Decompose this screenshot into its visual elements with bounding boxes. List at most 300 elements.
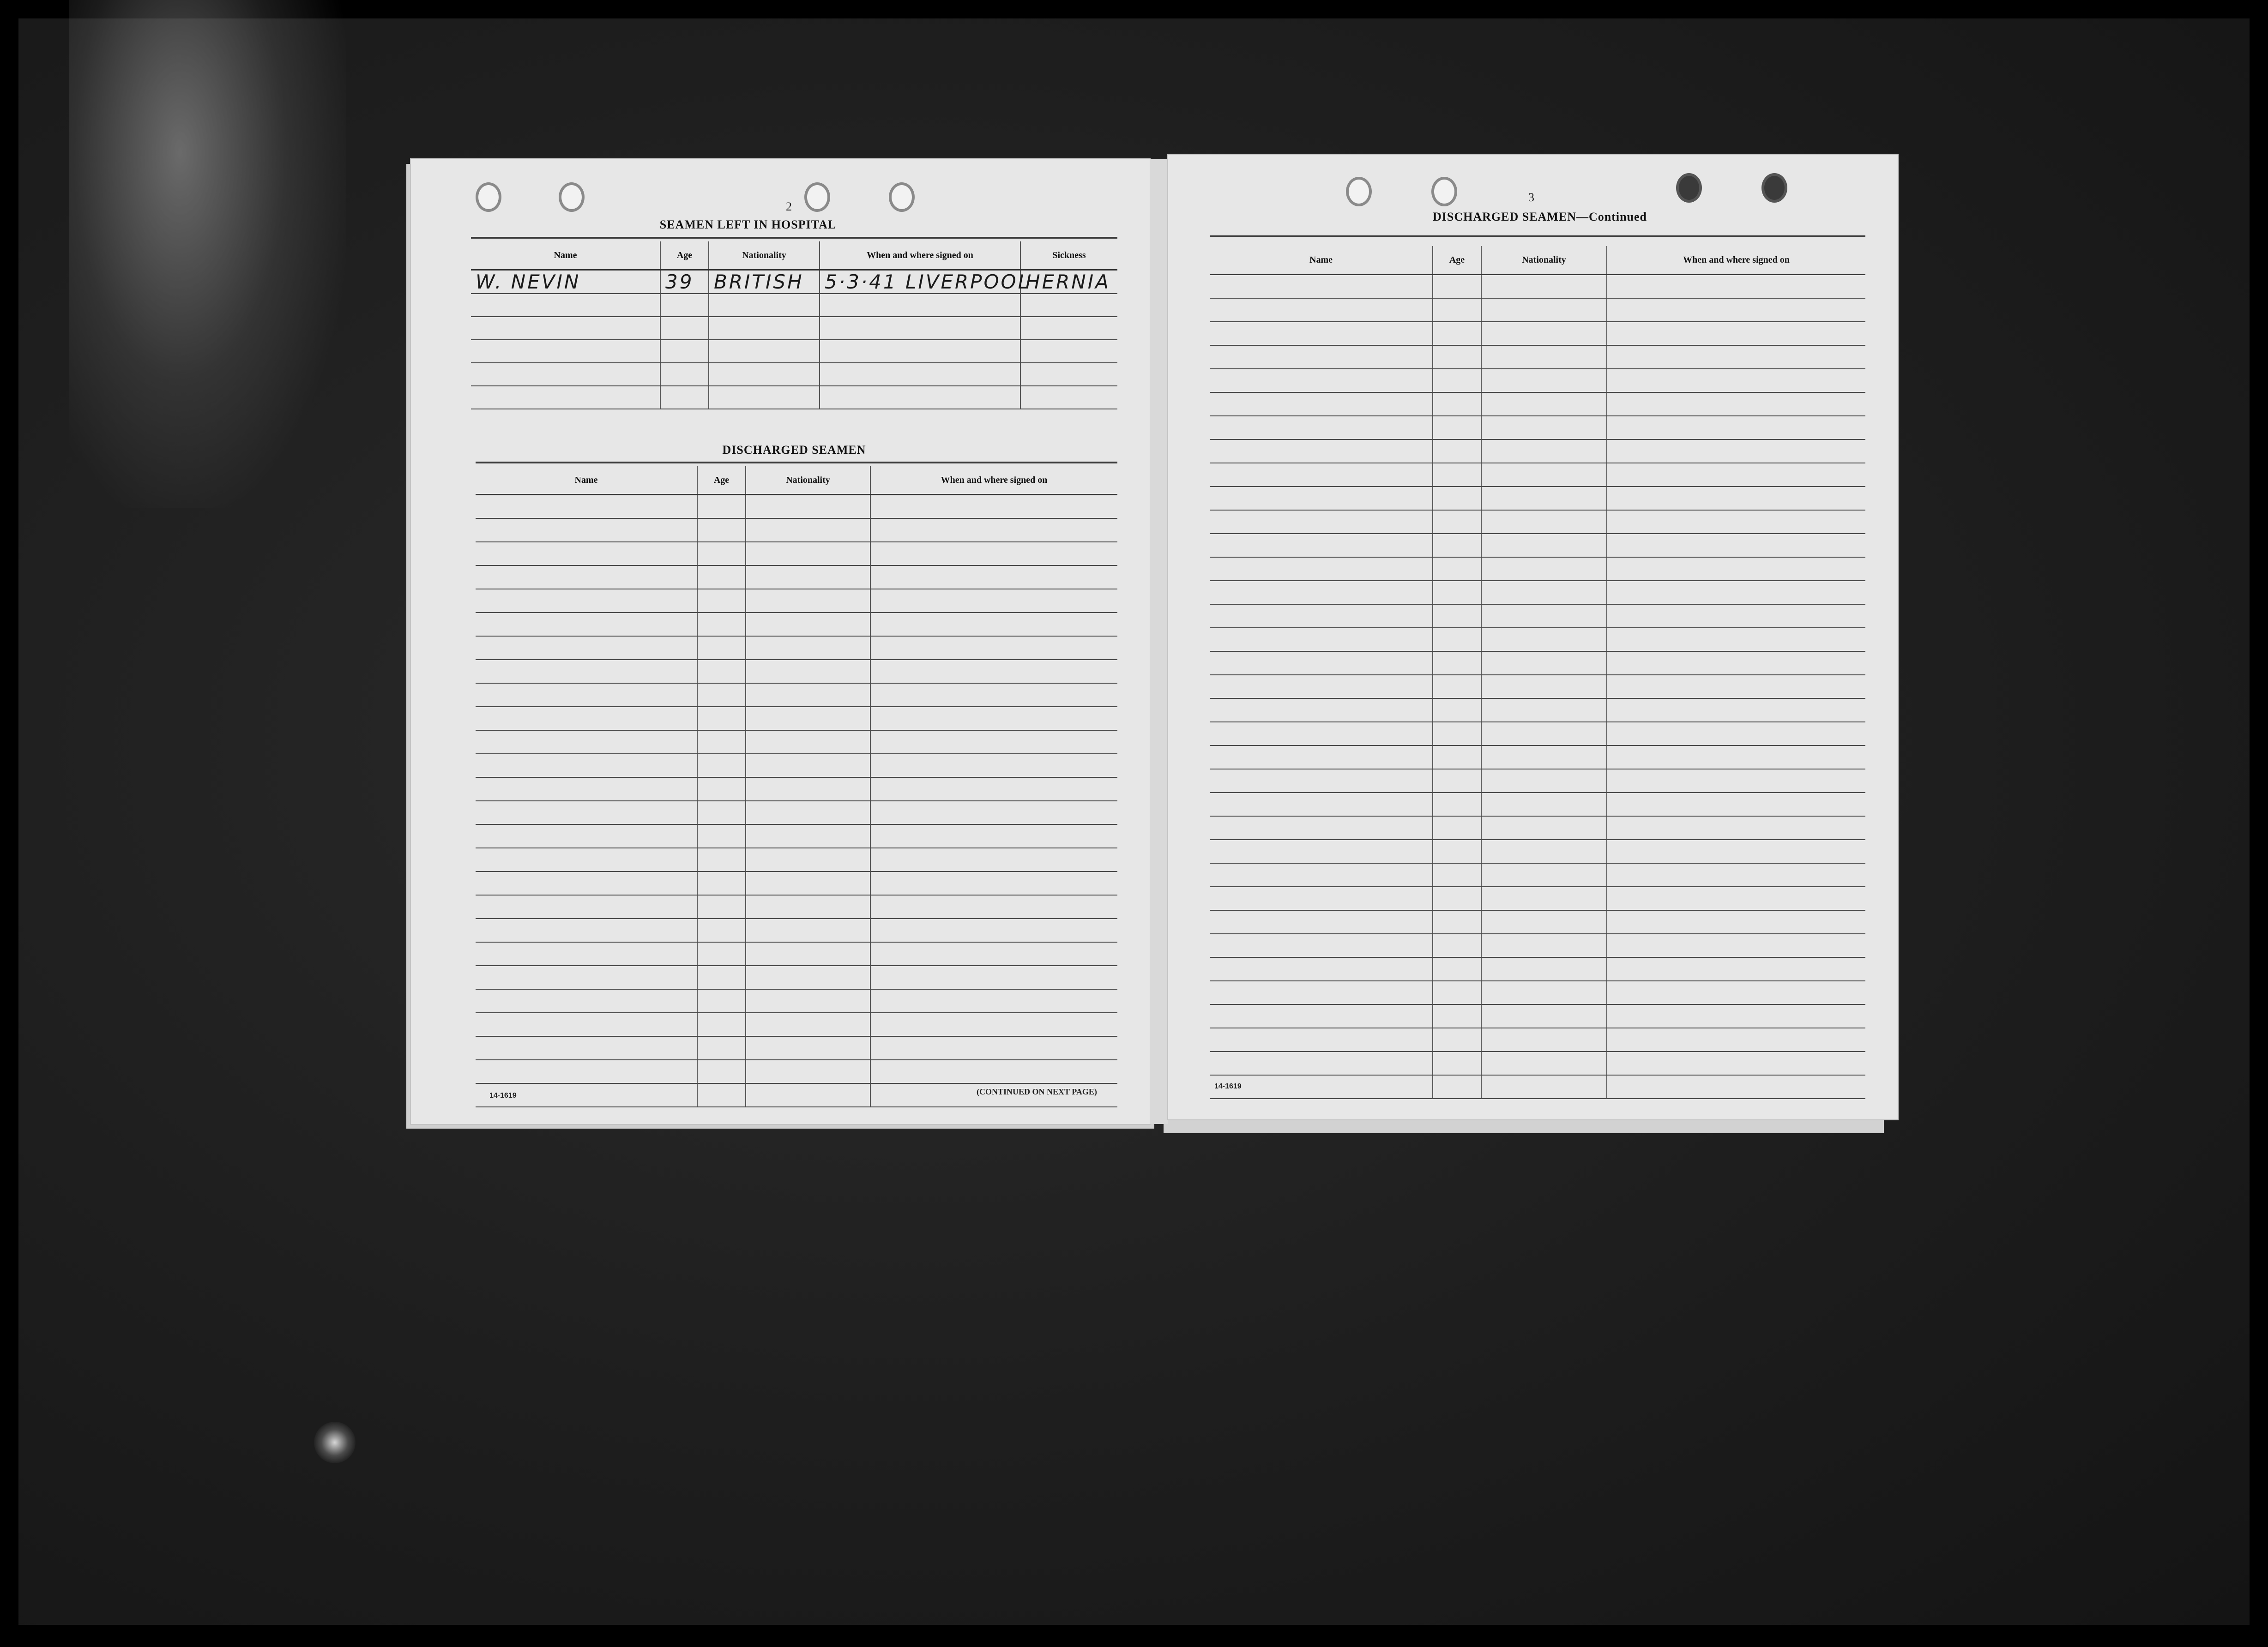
table-cell[interactable]	[1481, 722, 1607, 745]
table-cell[interactable]	[476, 542, 697, 565]
table-cell[interactable]	[1210, 439, 1433, 463]
table-cell[interactable]	[1481, 675, 1607, 698]
column-header: Sickness	[1020, 241, 1117, 270]
table-cell[interactable]	[1607, 1052, 1865, 1075]
table-cell[interactable]	[1433, 439, 1481, 463]
table-cell[interactable]	[476, 1013, 697, 1036]
table-row	[1210, 628, 1865, 651]
table-cell[interactable]	[870, 824, 1117, 848]
table-cell[interactable]	[476, 589, 697, 613]
table-cell[interactable]	[1481, 345, 1607, 369]
table-cell[interactable]	[870, 542, 1117, 565]
table-cell[interactable]	[870, 683, 1117, 707]
table-cell[interactable]	[1433, 345, 1481, 369]
table-cell[interactable]	[746, 613, 870, 636]
table-cell[interactable]	[870, 777, 1117, 801]
table-row	[1210, 463, 1865, 487]
table-cell[interactable]	[697, 989, 746, 1013]
table-cell[interactable]	[697, 1013, 746, 1036]
table-cell[interactable]	[1607, 298, 1865, 322]
table-cell[interactable]	[1607, 651, 1865, 675]
table-cell[interactable]	[697, 542, 746, 565]
table-cell[interactable]	[476, 966, 697, 989]
table-cell[interactable]	[1481, 863, 1607, 887]
table-cell[interactable]	[1210, 487, 1433, 510]
table-cell[interactable]	[1433, 275, 1481, 299]
table-cell[interactable]	[1433, 322, 1481, 345]
table-cell[interactable]	[1210, 604, 1433, 628]
form-code: 14-1619	[1214, 1082, 1242, 1090]
table-cell[interactable]	[1210, 463, 1433, 487]
table-cell[interactable]	[1433, 840, 1481, 863]
hospital-section-title: SEAMEN LEFT IN HOSPITAL	[659, 218, 837, 231]
table-cell[interactable]	[1607, 392, 1865, 416]
table-cell[interactable]	[1433, 416, 1481, 439]
table-row	[1210, 416, 1865, 439]
table-cell[interactable]	[1210, 722, 1433, 745]
table-cell[interactable]	[1481, 463, 1607, 487]
table-cell[interactable]	[1607, 698, 1865, 722]
table-cell[interactable]	[870, 1060, 1117, 1083]
table-cell[interactable]	[746, 495, 870, 519]
table-cell[interactable]	[471, 386, 660, 409]
table-cell[interactable]	[1607, 793, 1865, 816]
table-cell[interactable]	[1607, 816, 1865, 840]
table-cell[interactable]	[697, 895, 746, 919]
table-cell[interactable]	[746, 636, 870, 660]
table-row	[1210, 934, 1865, 957]
table-row	[476, 613, 1117, 636]
table-cell[interactable]	[697, 824, 746, 848]
table-cell[interactable]	[1210, 769, 1433, 793]
table-cell[interactable]	[1481, 581, 1607, 604]
table-cell[interactable]	[1433, 863, 1481, 887]
table-cell[interactable]	[1210, 793, 1433, 816]
table-cell[interactable]	[1607, 981, 1865, 1004]
table-cell[interactable]	[870, 848, 1117, 872]
table-cell[interactable]	[476, 660, 697, 683]
table-cell[interactable]	[1210, 981, 1433, 1004]
table-cell[interactable]	[1481, 769, 1607, 793]
table-cell[interactable]	[1210, 628, 1433, 651]
table-cell[interactable]	[1481, 1075, 1607, 1099]
table-cell[interactable]	[1210, 298, 1433, 322]
table-cell[interactable]	[697, 848, 746, 872]
table-cell[interactable]	[746, 872, 870, 895]
table-cell[interactable]	[1481, 534, 1607, 557]
table-cell[interactable]	[660, 317, 709, 340]
table-cell[interactable]	[1607, 745, 1865, 769]
table-cell[interactable]	[697, 966, 746, 989]
table-cell[interactable]	[1433, 392, 1481, 416]
table-cell[interactable]	[1210, 322, 1433, 345]
table-cell[interactable]	[1210, 534, 1433, 557]
table-cell[interactable]	[1481, 275, 1607, 299]
table-cell[interactable]	[476, 636, 697, 660]
table-cell[interactable]	[476, 919, 697, 942]
table-row	[1210, 275, 1865, 299]
table-cell[interactable]	[1607, 957, 1865, 981]
table-cell[interactable]	[870, 613, 1117, 636]
table-cell[interactable]	[1607, 769, 1865, 793]
table-cell[interactable]	[1433, 698, 1481, 722]
table-cell[interactable]	[1210, 1004, 1433, 1028]
table-cell[interactable]	[870, 895, 1117, 919]
table-cell[interactable]	[1607, 887, 1865, 910]
table-cell[interactable]	[746, 966, 870, 989]
table-row	[471, 340, 1117, 363]
table-cell[interactable]	[1481, 322, 1607, 345]
table-cell[interactable]	[820, 317, 1020, 340]
table-cell[interactable]	[746, 730, 870, 754]
table-cell[interactable]	[1481, 651, 1607, 675]
table-cell[interactable]	[1607, 863, 1865, 887]
table-cell[interactable]	[746, 824, 870, 848]
table-cell[interactable]	[1607, 581, 1865, 604]
table-cell[interactable]	[1433, 369, 1481, 392]
table-cell[interactable]	[820, 294, 1020, 317]
table-cell[interactable]	[1433, 534, 1481, 557]
table-cell[interactable]	[1433, 604, 1481, 628]
table-cell[interactable]	[1607, 369, 1865, 392]
table-cell[interactable]	[1020, 294, 1117, 317]
table-cell[interactable]	[746, 848, 870, 872]
table-cell[interactable]	[476, 824, 697, 848]
table-cell[interactable]	[1210, 934, 1433, 957]
table-cell[interactable]	[820, 340, 1020, 363]
right-section-title: DISCHARGED SEAMEN—Continued	[1432, 210, 1647, 223]
table-cell[interactable]	[1210, 816, 1433, 840]
table-cell[interactable]	[746, 801, 870, 824]
hospital-table	[471, 241, 1117, 409]
table-cell[interactable]	[1210, 698, 1433, 722]
table-cell[interactable]	[471, 270, 660, 294]
table-cell[interactable]	[697, 589, 746, 613]
table-cell[interactable]	[870, 707, 1117, 730]
table-cell[interactable]	[1481, 510, 1607, 534]
table-cell[interactable]	[1481, 957, 1607, 981]
table-cell[interactable]	[1433, 934, 1481, 957]
table-cell[interactable]	[1607, 934, 1865, 957]
table-cell[interactable]	[471, 340, 660, 363]
table-cell[interactable]	[746, 683, 870, 707]
table-cell[interactable]	[1481, 604, 1607, 628]
table-cell[interactable]	[1433, 675, 1481, 698]
table-cell[interactable]	[1607, 557, 1865, 581]
table-cell[interactable]	[660, 294, 709, 317]
table-row	[1210, 369, 1865, 392]
table-cell[interactable]	[1481, 887, 1607, 910]
table-cell[interactable]	[476, 495, 697, 519]
table-cell[interactable]	[1607, 534, 1865, 557]
table-cell[interactable]	[1607, 345, 1865, 369]
table-cell[interactable]	[820, 363, 1020, 386]
table-cell[interactable]	[746, 1036, 870, 1060]
table-cell[interactable]	[1607, 722, 1865, 745]
table-cell[interactable]	[746, 542, 870, 565]
table-cell[interactable]	[1433, 887, 1481, 910]
table-cell[interactable]	[1481, 698, 1607, 722]
table-cell[interactable]	[697, 1036, 746, 1060]
table-cell[interactable]	[471, 363, 660, 386]
table-cell[interactable]	[870, 754, 1117, 777]
table-cell[interactable]	[471, 294, 660, 317]
table-cell[interactable]	[870, 1036, 1117, 1060]
table-cell[interactable]	[697, 1083, 746, 1107]
table-cell[interactable]	[1607, 322, 1865, 345]
table-cell[interactable]	[476, 1060, 697, 1083]
table-cell[interactable]	[660, 363, 709, 386]
table-cell[interactable]	[476, 613, 697, 636]
table-cell[interactable]	[1481, 439, 1607, 463]
table-cell[interactable]	[1607, 510, 1865, 534]
table-cell[interactable]	[476, 565, 697, 589]
table-cell[interactable]	[1210, 887, 1433, 910]
table-cell[interactable]	[1481, 934, 1607, 957]
table-cell[interactable]	[1607, 416, 1865, 439]
table-cell[interactable]	[709, 363, 820, 386]
table-cell[interactable]	[1607, 1004, 1865, 1028]
table-cell[interactable]	[746, 919, 870, 942]
table-cell[interactable]	[1210, 840, 1433, 863]
table-cell[interactable]	[1433, 510, 1481, 534]
table-cell[interactable]	[820, 270, 1031, 294]
table-cell[interactable]	[1433, 1004, 1481, 1028]
table-cell[interactable]	[870, 730, 1117, 754]
table-cell[interactable]	[476, 1036, 697, 1060]
table-cell[interactable]	[697, 872, 746, 895]
table-cell[interactable]	[1481, 981, 1607, 1004]
table-cell[interactable]	[1210, 345, 1433, 369]
table-cell[interactable]	[660, 340, 709, 363]
table-cell[interactable]	[1433, 1075, 1481, 1099]
table-cell[interactable]	[1433, 769, 1481, 793]
table-cell[interactable]	[1433, 463, 1481, 487]
table-cell[interactable]	[476, 989, 697, 1013]
table-cell[interactable]	[1210, 1075, 1433, 1099]
table-cell[interactable]	[476, 895, 697, 919]
table-cell[interactable]	[746, 777, 870, 801]
table-cell[interactable]	[1433, 745, 1481, 769]
table-row	[471, 386, 1117, 409]
table-cell[interactable]	[1433, 910, 1481, 934]
table-cell[interactable]	[476, 754, 697, 777]
table-cell[interactable]	[1210, 581, 1433, 604]
table-cell[interactable]	[1481, 840, 1607, 863]
table-cell[interactable]	[1020, 340, 1117, 363]
table-cell[interactable]	[1210, 275, 1433, 299]
table-cell[interactable]	[697, 1060, 746, 1083]
table-cell[interactable]	[746, 518, 870, 542]
table-cell[interactable]	[1433, 957, 1481, 981]
table-cell[interactable]	[697, 730, 746, 754]
table-cell[interactable]	[1481, 628, 1607, 651]
table-cell[interactable]	[870, 565, 1117, 589]
table-cell[interactable]	[1481, 816, 1607, 840]
table-cell[interactable]	[870, 660, 1117, 683]
table-cell[interactable]	[1433, 981, 1481, 1004]
table-cell[interactable]	[870, 872, 1117, 895]
table-cell[interactable]	[870, 989, 1117, 1013]
table-cell[interactable]	[746, 895, 870, 919]
table-cell[interactable]	[476, 801, 697, 824]
table-cell[interactable]	[1210, 957, 1433, 981]
table-cell[interactable]	[746, 1060, 870, 1083]
table-cell[interactable]	[1433, 816, 1481, 840]
table-cell[interactable]	[1433, 557, 1481, 581]
table-cell[interactable]	[697, 660, 746, 683]
column-header: Name	[476, 466, 697, 495]
table-cell[interactable]	[870, 589, 1117, 613]
table-cell[interactable]	[1020, 317, 1117, 340]
table-cell[interactable]	[1607, 604, 1865, 628]
table-cell[interactable]	[709, 270, 820, 294]
table-cell[interactable]	[1481, 557, 1607, 581]
table-cell[interactable]	[1481, 392, 1607, 416]
table-cell[interactable]	[471, 317, 660, 340]
table-cell[interactable]	[870, 1013, 1117, 1036]
table-cell[interactable]	[1433, 581, 1481, 604]
table-cell[interactable]	[870, 942, 1117, 966]
table-cell[interactable]	[697, 565, 746, 589]
table-cell[interactable]	[1607, 487, 1865, 510]
table-cell[interactable]	[1481, 1052, 1607, 1075]
table-row	[476, 872, 1117, 895]
table-cell[interactable]	[1210, 675, 1433, 698]
table-cell[interactable]	[697, 518, 746, 542]
table-row	[476, 754, 1117, 777]
table-cell[interactable]	[1020, 386, 1117, 409]
table-cell[interactable]	[1210, 392, 1433, 416]
table-row	[471, 363, 1117, 386]
table-cell[interactable]	[870, 518, 1117, 542]
table-cell[interactable]	[1210, 416, 1433, 439]
table-cell[interactable]	[1607, 1028, 1865, 1052]
table-cell[interactable]	[697, 942, 746, 966]
title-rule	[471, 237, 1117, 239]
table-row	[1210, 910, 1865, 934]
table-cell[interactable]	[1481, 416, 1607, 439]
table-row	[1210, 1028, 1865, 1052]
table-cell[interactable]	[1607, 275, 1865, 299]
table-cell[interactable]	[1210, 510, 1433, 534]
table-cell[interactable]	[1607, 628, 1865, 651]
table-cell[interactable]	[1607, 910, 1865, 934]
table-cell[interactable]	[1481, 1028, 1607, 1052]
table-cell[interactable]	[746, 660, 870, 683]
table-cell[interactable]	[746, 989, 870, 1013]
table-cell[interactable]	[1433, 1028, 1481, 1052]
table-cell[interactable]	[697, 636, 746, 660]
table-cell[interactable]	[1481, 745, 1607, 769]
table-row	[476, 542, 1117, 565]
table-row	[1210, 534, 1865, 557]
handwritten-entry: BRITISH	[714, 270, 804, 293]
table-cell[interactable]	[1210, 910, 1433, 934]
table-cell[interactable]	[746, 565, 870, 589]
table-cell[interactable]	[660, 270, 709, 294]
table-cell[interactable]	[870, 495, 1117, 519]
table-cell[interactable]	[1020, 363, 1117, 386]
table-cell[interactable]	[870, 919, 1117, 942]
table-cell[interactable]	[1607, 439, 1865, 463]
table-cell[interactable]	[697, 613, 746, 636]
table-cell[interactable]	[697, 801, 746, 824]
table-cell[interactable]	[476, 730, 697, 754]
table-cell[interactable]	[697, 919, 746, 942]
discharged-table	[476, 466, 1117, 1107]
table-cell[interactable]	[1481, 1004, 1607, 1028]
table-cell[interactable]	[1607, 1075, 1865, 1099]
table-cell[interactable]	[746, 1083, 870, 1107]
table-cell[interactable]	[709, 317, 820, 340]
table-cell[interactable]	[1210, 369, 1433, 392]
table-cell[interactable]	[1210, 1052, 1433, 1075]
table-cell[interactable]	[476, 707, 697, 730]
table-cell[interactable]	[1433, 298, 1481, 322]
table-cell[interactable]	[697, 754, 746, 777]
table-cell[interactable]	[1607, 840, 1865, 863]
table-cell[interactable]	[1210, 557, 1433, 581]
table-cell[interactable]	[746, 707, 870, 730]
table-cell[interactable]	[476, 872, 697, 895]
table-cell[interactable]	[476, 848, 697, 872]
table-cell[interactable]	[746, 942, 870, 966]
table-cell[interactable]	[746, 1013, 870, 1036]
table-cell[interactable]	[697, 683, 746, 707]
table-cell[interactable]	[1433, 651, 1481, 675]
table-cell[interactable]	[1433, 1052, 1481, 1075]
table-cell[interactable]	[697, 495, 746, 519]
table-cell[interactable]	[1210, 1028, 1433, 1052]
table-cell[interactable]	[1433, 628, 1481, 651]
table-cell[interactable]	[1433, 793, 1481, 816]
table-cell[interactable]	[1481, 298, 1607, 322]
table-cell[interactable]	[709, 340, 820, 363]
punch-hole	[1346, 177, 1372, 206]
table-cell[interactable]	[709, 294, 820, 317]
table-cell[interactable]	[1433, 487, 1481, 510]
table-cell[interactable]	[870, 966, 1117, 989]
table-cell[interactable]	[1020, 270, 1117, 294]
table-cell[interactable]	[1210, 745, 1433, 769]
table-cell[interactable]	[476, 777, 697, 801]
table-row	[476, 518, 1117, 542]
table-cell[interactable]	[1481, 487, 1607, 510]
table-cell[interactable]	[697, 777, 746, 801]
table-cell[interactable]	[1481, 793, 1607, 816]
table-cell[interactable]	[697, 707, 746, 730]
table-cell[interactable]	[1481, 910, 1607, 934]
table-cell[interactable]	[1607, 463, 1865, 487]
table-cell[interactable]	[660, 386, 709, 409]
table-cell[interactable]	[1433, 722, 1481, 745]
table-cell[interactable]	[746, 754, 870, 777]
table-cell[interactable]	[820, 386, 1020, 409]
table-cell[interactable]	[1481, 369, 1607, 392]
table-cell[interactable]	[476, 942, 697, 966]
table-cell[interactable]	[1210, 651, 1433, 675]
table-cell[interactable]	[870, 636, 1117, 660]
table-cell[interactable]	[746, 589, 870, 613]
table-cell[interactable]	[476, 518, 697, 542]
table-cell[interactable]	[1210, 863, 1433, 887]
table-cell[interactable]	[476, 683, 697, 707]
table-cell[interactable]	[1607, 675, 1865, 698]
table-row	[1210, 887, 1865, 910]
table-cell[interactable]	[709, 386, 820, 409]
table-cell[interactable]	[870, 801, 1117, 824]
